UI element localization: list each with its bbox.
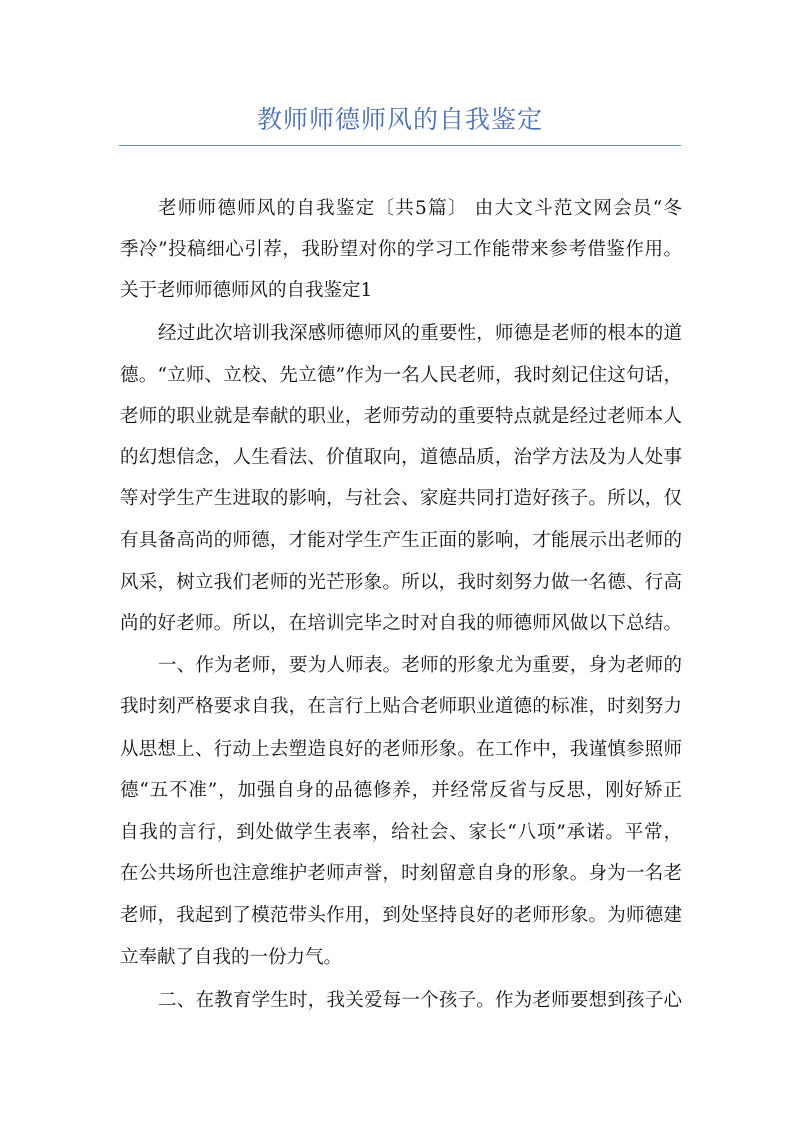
para1-line-6: 有具备高尚的师德，才能对学生产生正面的影响，才能展示出老师的 xyxy=(120,530,682,551)
para2-line-5: 自我的言行，到处做学生表率，给社会、家长“八项”承诺。平常， xyxy=(120,822,682,843)
para1-line-4: 的幻想信念，人生看法、价值取向，道德品质，治学方法及为人处事 xyxy=(120,447,682,468)
para3-line-1: 二、在教育学生时，我关爱每一个孩子。作为老师要想到孩子心 xyxy=(158,990,682,1011)
para2-line-8: 立奉献了自我的一份力气。 xyxy=(120,947,343,968)
para1-line-1: 经过此次培训我深感师德师风的重要性，师德是老师的根本的道 xyxy=(158,323,682,344)
intro-line-1: 老师师德师风的自我鉴定〔共5篇〕 由大文斗范文网会员“冬 xyxy=(158,198,682,219)
para2-line-4: 德“五不准”，加强自身的品德修养，并经常反省与反思，刚好矫正 xyxy=(120,780,682,801)
para2-line-7: 老师，我起到了模范带头作用，到处坚持良好的老师形象。为师德建 xyxy=(120,905,682,926)
para1-line-7: 风采，树立我们老师的光芒形象。所以，我时刻努力做一名德、行高 xyxy=(120,572,682,593)
para2-line-6: 在公共场所也注意维护老师声誉，时刻留意自身的形象。身为一名老 xyxy=(120,863,682,884)
para2-line-1: 一、作为老师，要为人师表。老师的形象尤为重要，身为老师的 xyxy=(158,655,682,676)
document-title: 教师师德师风的自我鉴定 xyxy=(256,105,543,134)
para1-line-3: 老师的职业就是奉献的职业，老师劳动的重要特点就是经过老师本人 xyxy=(120,406,682,427)
intro-line-2: 季冷”投稿细心引荐，我盼望对你的学习工作能带来参考借鉴作用。 xyxy=(120,239,682,260)
para2-line-2: 我时刻严格要求自我，在言行上贴合老师职业道德的标准，时刻努力 xyxy=(120,696,682,717)
title-underline xyxy=(119,145,681,146)
para2-line-3: 从思想上、行动上去塑造良好的老师形象。在工作中，我谨慎参照师 xyxy=(120,739,682,760)
para1-line-2: 德。“立师、立校、先立德”作为一名人民老师，我时刻记住这句话， xyxy=(120,365,682,386)
para1-line-5: 等对学生产生进取的影响，与社会、家庭共同打造好孩子。所以，仅 xyxy=(120,488,682,509)
section-heading-1: 关于老师师德师风的自我鉴定1 xyxy=(120,280,373,301)
para1-line-8: 尚的好老师。所以，在培训完毕之时对自我的师德师风做以下总结。 xyxy=(120,613,682,634)
